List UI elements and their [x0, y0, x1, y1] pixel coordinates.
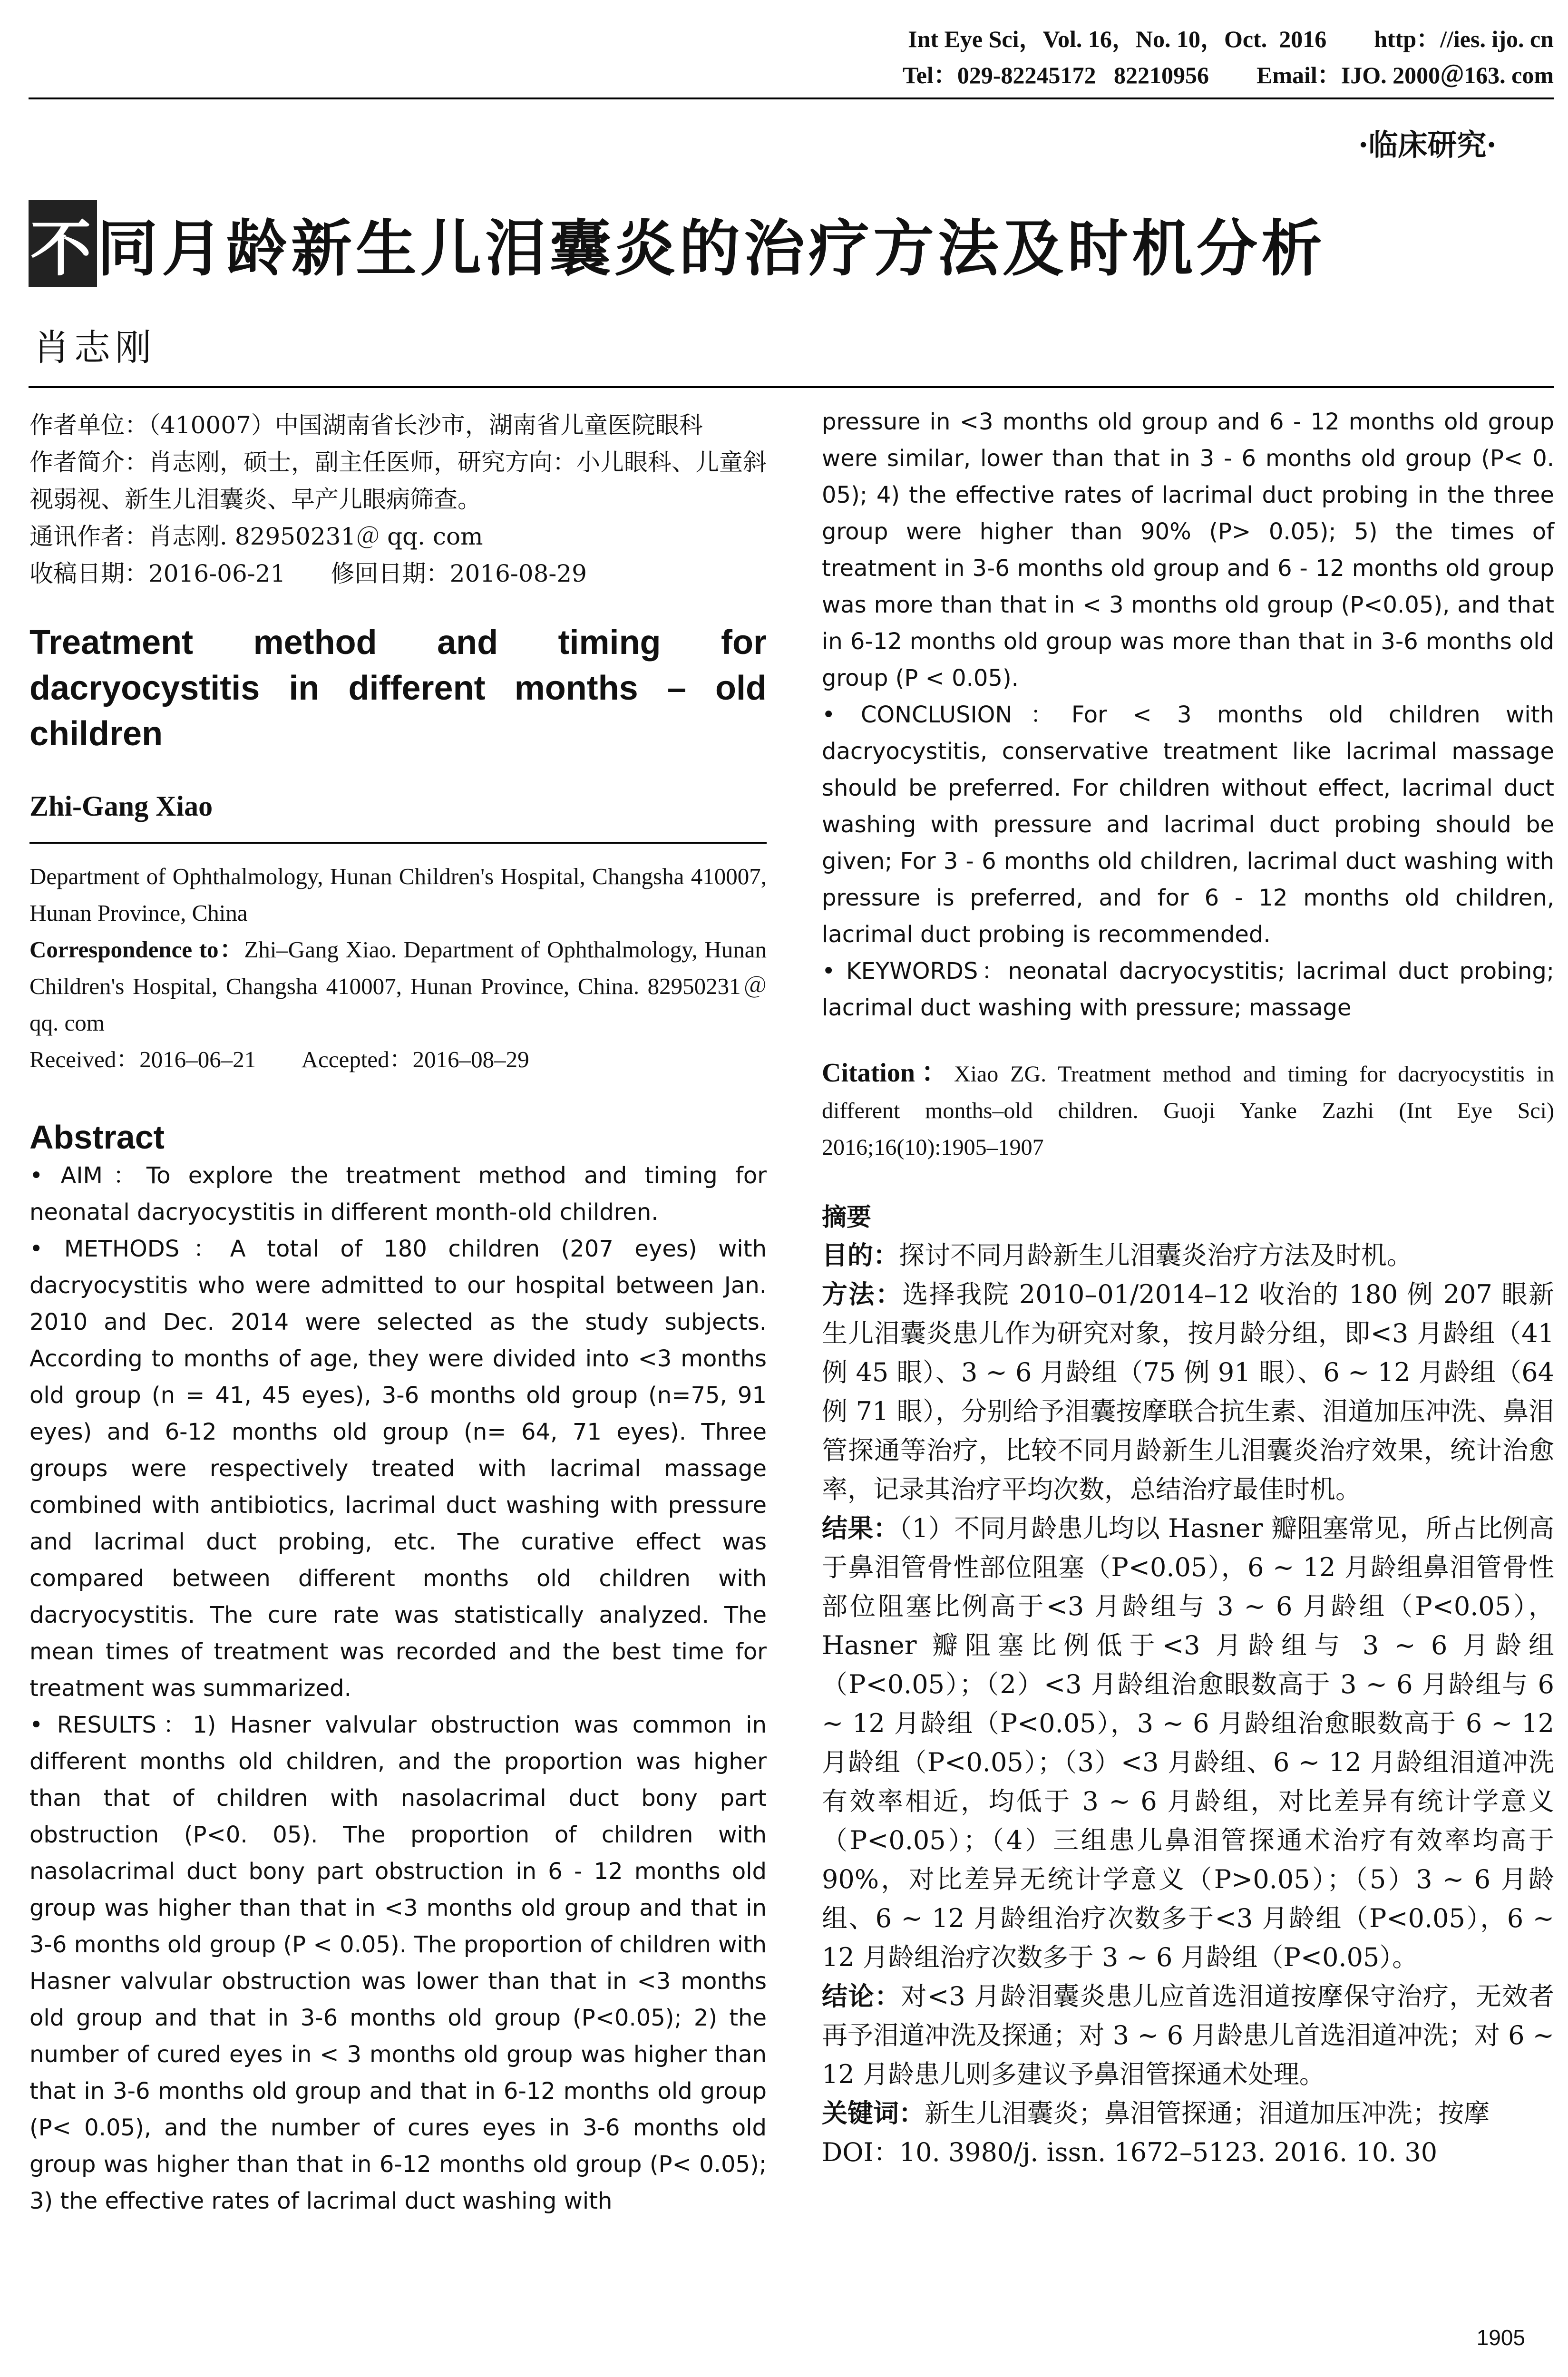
received-dates-en: Received：2016–06–21 Accepted：2016–08–29 [29, 1046, 529, 1072]
cn-results-text: （1）不同月龄患儿均以 Hasner 瓣阻塞常见，所占比例高于鼻泪管骨性部位阻塞（P<0.05），6 ~ 12 月龄组鼻泪管骨性部位阻塞比例高于<3 月龄组与 3 ~ 6 月龄组（P<0.05），Hasner 瓣阻塞比例低于<3 月龄组与 3 ~ 6 月龄组（P<0.05）；（2）<3 月龄组治愈眼数高于 3 ~ 6 月龄组与 6 ~ 12 月龄组（P<0.05），3 ~ 6 月龄组治愈眼数高于 6 ~ 12 月龄组（P<0.05）；（3）<3 月龄组、6 ~ 12 月龄组泪道冲洗有效率相近，均低于 3 ~ 6 月龄组，对比差异有统计学意义（P<0.05）；（4）三组患儿鼻泪管探通术治疗有效率均高于 90%，对比差异无统计学意义（P>0.05）；（5）3 ~ 6 月龄组、6 ~ 12 月龄组治疗次数多于<3 月龄组（P<0.05），6 ~ 12 月龄组治疗次数多于 3 ~ 6 月龄组（P<0.05）。 [822, 1513, 1555, 1972]
abstract-results: • RESULTS：1) Hasner valvular obstruction was common in different months old children, and the proportion was higher than that of children with nasolacrimal duct bony part obstruction (P<0. 05). The proportion of children with nasolacrimal duct bony part obstruction in 6 - 12 months old group was higher than that in <3 months old group and that in 3-6 months old group (P < 0.05). The proportion of children with Hasner valvular obstruction was lower than that in <3 months old group and that in 3-6 months old group (P<0.05); 2) the number of cured eyes in < 3 months old group was higher than that in 3-6 months old group and that in 6-12 months old group (P< 0.05), and the number of cures eyes in 3-6 months old group was higher than that in 6-12 months old group (P< 0.05); 3) the effective rates of lacrimal duct washing with [29, 1712, 767, 2214]
correspondence-en [29, 931, 767, 1041]
cn-results-label: 结果： [822, 1513, 899, 1543]
doi: DOI：10. 3980/j. issn. 1672–5123. 2016. 10. 30 [822, 2137, 1438, 2167]
cn-conclusion-text: 对<3 月龄泪囊炎患儿应首选泪道按摩保守治疗，无效者再予泪道冲洗及探通；对 3 ~ 6 月龄患儿首选泪道冲洗；对 6 ~ 12 月龄患儿则多建议予鼻泪管探通术处理。 [822, 1981, 1555, 2089]
journal-header-line2: Tel：029-82245172 82210956 Email：IJO. 2000＠163. com [903, 62, 1554, 88]
title-divider [29, 386, 1554, 388]
cn-abstract-keywords [822, 2094, 1554, 2133]
citation [822, 1055, 1554, 1166]
cn-keywords-label: 关键词： [822, 2098, 925, 2128]
title-rest: 同月龄新生儿泪囊炎的治疗方法及时机分析 [97, 214, 1326, 284]
abstract-heading: Abstract [29, 1119, 165, 1156]
article-title-en: Treatment method and timing for dacryocystitis in different months – old children [29, 623, 767, 753]
citation-text: Xiao ZG. Treatment method and timing for dacryocystitis in different months–old children. Guoji Yanke Zazhi (Int Eye Sci) 2016;16(10):1905–1907 [822, 1062, 1554, 1160]
page-number: 1905 [1476, 2325, 1525, 2350]
section-label: ·临床研究· [1358, 127, 1497, 162]
cn-abstract-methods [822, 1275, 1554, 1509]
cn-conclusion-label: 结论： [822, 1981, 901, 2011]
corresponding-author: 通讯作者：肖志刚. 82950231＠ qq. com [29, 523, 483, 550]
journal-header-line1: Int Eye Sci，Vol. 16，No. 10，Oct. 2016 http：//ies. ijo. cn [908, 26, 1554, 52]
cn-abstract-aim [822, 1236, 1554, 1275]
cn-aim-text: 探讨不同月龄新生儿泪囊炎治疗方法及时机。 [899, 1240, 1412, 1270]
abstract-aim: • AIM：To explore the treatment method and timing for neonatal dacryocystitis in different month-old children. [29, 1162, 767, 1226]
cn-keywords-text: 新生儿泪囊炎；鼻泪管探通；泪道加压冲洗；按摩 [925, 2098, 1490, 2128]
author-divider [29, 842, 767, 844]
cn-abstract-heading: 摘要 [822, 1203, 872, 1232]
author-name-en: Zhi-Gang Xiao [29, 790, 213, 822]
title-first-char: 不 [29, 200, 97, 287]
author-intro: 作者简介：肖志刚，硕士，副主任医师，研究方向：小儿眼科、儿童斜视弱视、新生儿泪囊炎、早产儿眼病筛查。 [29, 448, 767, 513]
left-column [29, 407, 767, 2220]
cn-aim-label: 目的： [822, 1240, 899, 1270]
abstract-methods: • METHODS：A total of 180 children (207 eyes) with dacryocystitis who were admitted to our hospital between Jan. 2010 and Dec. 2014 were selected as the study subjects. According to months of age, they were divided into <3 months old group (n = 41, 45 eyes), 3-6 months old group (n=75, 91 eyes) and 6-12 months old group (n= 64, 71 eyes). Three groups were respectively treated with lacrimal massage combined with antibiotics, lacrimal duct washing with pressure and lacrimal duct probing, etc. The curative effect was compared between different months old children with dacryocystitis. The cure rate was statistically analyzed. The mean times of treatment was recorded and the best time for treatment was summarized. [29, 1236, 767, 1702]
author-unit: 作者单位：（410007）中国湖南省长沙市，湖南省儿童医院眼科 [29, 411, 703, 439]
cn-abstract-conclusion [822, 1977, 1554, 2094]
affiliation-en: Department of Ophthalmology, Hunan Children's Hospital, Changsha 410007, Hunan Province, China [29, 863, 767, 926]
right-column [822, 407, 1554, 2172]
correspondence-text: Zhi–Gang Xiao. Department of Ophthalmology, Hunan Children's Hospital, Changsha 410007, Hunan Province, China. 82950231＠ qq. com [29, 936, 767, 1036]
cn-methods-label: 方法： [822, 1279, 903, 1309]
received-dates-cn: 收稿日期：2016-06-21 修回日期：2016-08-29 [29, 560, 587, 587]
header-divider [29, 97, 1554, 99]
citation-label: Citation： [822, 1058, 954, 1088]
cn-methods-text: 选择我院 2010–01/2014–12 收治的 180 例 207 眼新生儿泪囊炎患儿作为研究对象，按月龄分组，即<3 月龄组（41 例 45 眼）、3 ~ 6 月龄组（75 例 91 眼）、6 ~ 12 月龄组（64 例 71 眼），分别给予泪囊按摩联合抗生素、泪道加压冲洗、鼻泪管探通等治疗，比较不同月龄新生儿泪囊炎治疗效果，统计治愈率，记录其治疗平均次数，总结治疗最佳时机。 [822, 1279, 1554, 1504]
cn-abstract-results [822, 1509, 1554, 1977]
abstract-results-continued: pressure in <3 months old group and 6 - 12 months old group were similar, lower than that in 3 - 6 months old group (P< 0. 05); 4) the effective rates of lacrimal duct probing in the three group were higher than 90% (P> 0.05); 5) the times of treatment in 3-6 months old group and 6 - 12 months old group was more than that in < 3 months old group (P<0.05), and that in 6-12 months old group was more than that in 3-6 months old group (P < 0.05). [822, 409, 1554, 692]
abstract-conclusion: • CONCLUSION：For < 3 months old children with dacryocystitis, conservative treatment like lacrimal massage should be preferred. For children without effect, lacrimal duct washing with pressure and lacrimal duct probing should be given; For 3 - 6 months old children, lacrimal duct washing with pressure is preferred, and for 6 - 12 months old children, lacrimal duct probing is recommended. [822, 701, 1554, 948]
correspondence-label: Correspondence to： [29, 936, 244, 963]
author-name-cn: 肖志刚 [33, 326, 156, 369]
abstract-keywords: • KEYWORDS：neonatal dacryocystitis; lacrimal duct probing; lacrimal duct washing with pressure; massage [822, 958, 1554, 1021]
article-title-cn [29, 200, 1326, 287]
